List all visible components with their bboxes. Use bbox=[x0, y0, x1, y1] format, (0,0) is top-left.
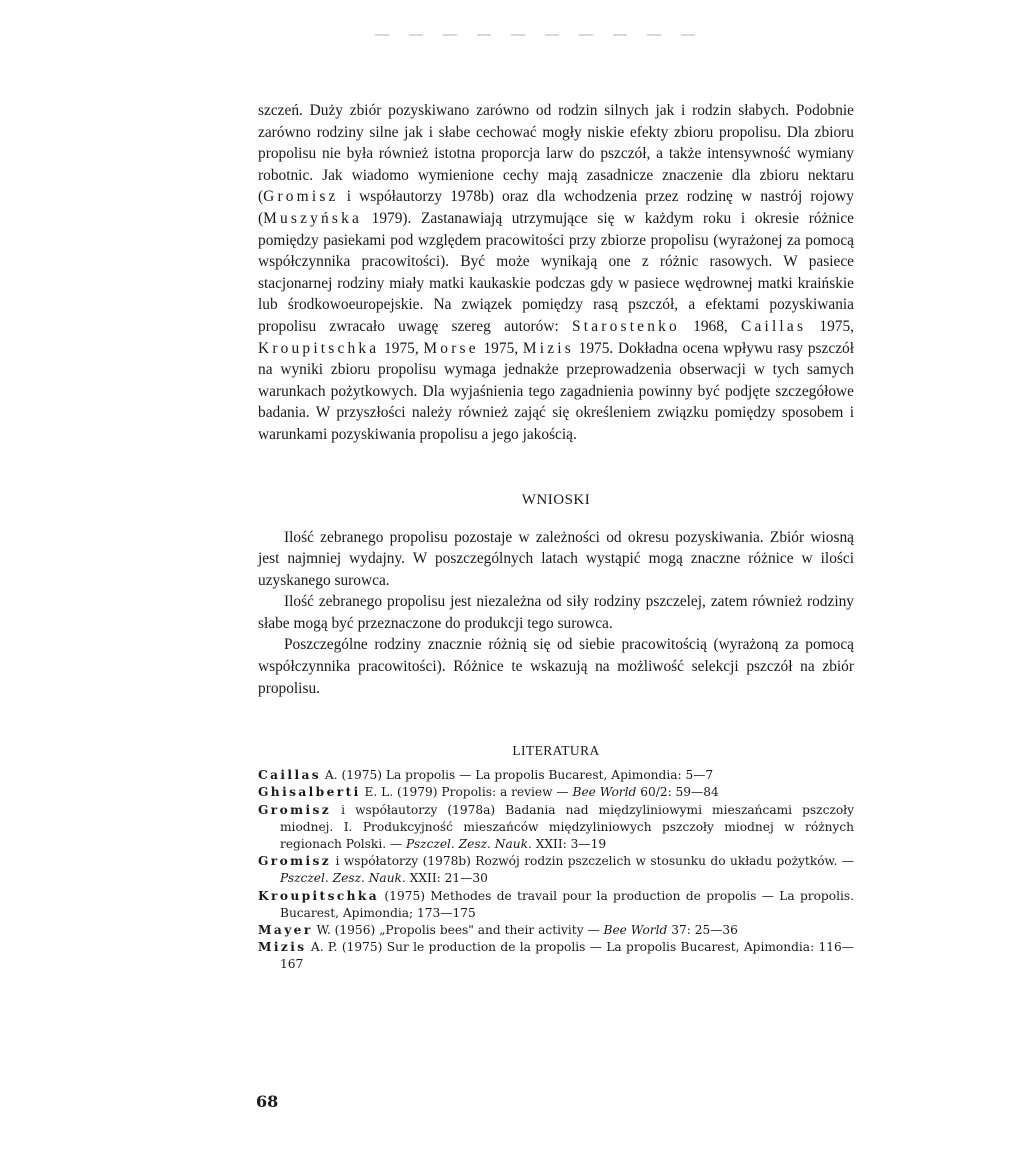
text-run: szczeń. Duży zbiór pozyskiwano zarówno od rodzin silnych jak i rodzin słabych. Podobnie zarówno rodziny silne jak i słabe cechować mogły niskie efekty zbioru propolisu. Dla zbioru propolisu nie była również istotna proporcja larw do pszczół, a także intensywność wymiany robotnic. Jak wiadomo wymienione cechy mają zasadnicze znaczenie dla zbioru nektaru ( bbox=[258, 102, 854, 206]
conclusion-paragraph: Poszczególne rodziny znacznie różnią się od siebie pracowitością (wyrażoną za pomocą współczynnika pracowitości). Różnice te wskazują na możliwość selekcji pszczół na zbiór propolisu. bbox=[258, 636, 854, 697]
page-content bbox=[258, 100, 854, 974]
reference-text: 37: 25—36 bbox=[667, 923, 738, 938]
reference-text: XXII: 3—19 bbox=[531, 837, 607, 852]
reference-text: (1975) Methodes de travail pour la production de propolis — La propolis. Bucarest, Apimondia; 173—175 bbox=[280, 888, 854, 920]
reference-text: A. (1975) La propolis — La propolis Bucarest, Apimondia: 5—7 bbox=[321, 768, 714, 783]
text-run: 1975, bbox=[379, 339, 424, 357]
scan-artifact bbox=[375, 34, 695, 36]
reference-author: Mayer bbox=[258, 923, 313, 938]
reference-author: Gromisz bbox=[258, 854, 332, 869]
reference-item bbox=[258, 853, 854, 887]
body-text bbox=[258, 100, 854, 446]
reference-item bbox=[258, 784, 854, 801]
author-name: Starostenko bbox=[572, 317, 680, 335]
text-run: 1975, bbox=[806, 317, 854, 335]
reference-item bbox=[258, 802, 854, 854]
reference-journal: Pszczel. Zesz. Nauk. bbox=[280, 871, 406, 886]
reference-author: Ghisalberti bbox=[258, 785, 361, 800]
reference-list bbox=[258, 767, 854, 973]
text-run: 1968, bbox=[679, 317, 741, 335]
reference-author: Gromisz bbox=[258, 802, 332, 817]
reference-text: XXII: 21—30 bbox=[405, 871, 488, 886]
conclusions-heading: WNIOSKI bbox=[521, 491, 591, 508]
reference-journal: Pszczel. Zesz. Nauk. bbox=[406, 837, 532, 852]
author-name: Morse bbox=[423, 339, 479, 357]
text-run: 1979). Zastanawiają utrzymujące się w każdym roku i okresie różnice pomiędzy pasiekami pod względem pracowitości przy zbiorze propolisu (wyrażonej za pomocą współczynnika pracowitości). Być może wynikają one z różnic rasowych. W pasiece stacjonarnej rodziny miały matki kaukaskie podczas gdy w pasiece wędrownej matki kraińskie lub środkowoeuropejskie. Na związek pomiędzy rasą pszczół, a efektami pozyskiwania propolisu zwracało uwagę szereg autorów: bbox=[258, 209, 854, 335]
page-number: 68 bbox=[256, 1092, 279, 1111]
reference-item bbox=[258, 888, 854, 922]
conclusions-list bbox=[258, 527, 854, 700]
reference-journal: Bee World bbox=[572, 785, 637, 800]
reference-author: Mizis bbox=[258, 940, 307, 955]
author-name: Caillas bbox=[740, 317, 807, 335]
reference-author: Kroupitschka bbox=[258, 888, 380, 903]
text-run: 1975. Dokładna ocena wpływu rasy pszczół na wyniki zbioru propolisu wymaga jednakże przeprowadzenia obserwacji w tych samych warunkach pożytkowych. Dla wyjaśnienia tego zagadnienia powinny być podjęte szczegółowe badania. W przyszłości należy również zająć się określeniem związku pomiędzy sposobem i warunkami pozyskiwania propolisu a jego jakością. bbox=[258, 339, 854, 443]
reference-text: i współatorzy (1978b) Rozwój rodzin pszczelich w stosunku do układu pożytków. — bbox=[331, 854, 854, 869]
literature-heading: LITERATURA bbox=[512, 743, 600, 759]
reference-text: 60/2: 59—84 bbox=[636, 785, 719, 800]
reference-text: A. P. (1975) Sur le production de la propolis — La propolis Bucarest, Apimondia: 116—167 bbox=[280, 940, 854, 972]
text-run: i współautorzy 1978b) oraz dla wchodzenia przez rodzinę w nastrój rojowy ( bbox=[258, 188, 854, 227]
reference-author: Caillas bbox=[258, 768, 322, 783]
author-name: Mizis bbox=[522, 339, 574, 357]
author-name: Gromisz bbox=[263, 188, 339, 206]
reference-journal: Bee World bbox=[603, 923, 668, 938]
reference-item bbox=[258, 939, 854, 973]
author-name: Muszyńska bbox=[263, 209, 363, 227]
reference-text: E. L. (1979) Propolis: a review — bbox=[360, 785, 573, 800]
discussion-paragraph bbox=[258, 100, 854, 446]
reference-item bbox=[258, 767, 854, 784]
conclusion-paragraph: Ilość zebranego propolisu pozostaje w zależności od okresu pozyskiwania. Zbiór wiosną jest najmniej wydajny. W poszczególnych latach wystąpić mogą znaczne różnice w ilości uzyskanego surowca. bbox=[258, 528, 854, 589]
reference-text: i współautorzy (1978a) Badania nad międzyliniowymi mieszańcami pszczoły miodnej. I. Produkcyjność mieszańców międzyliniowych pszczoły miodnej w różnych regionach Polski. — bbox=[280, 802, 854, 852]
reference-text: W. (1956) „Propolis bees" and their activity — bbox=[312, 923, 604, 938]
conclusion-paragraph: Ilość zebranego propolisu jest niezależna od siły rodziny pszczelej, zatem również rodziny słabe mogą być przeznaczone do produkcji tego surowca. bbox=[258, 593, 854, 632]
reference-item bbox=[258, 922, 854, 939]
author-name: Kroupitschka bbox=[258, 339, 380, 357]
text-run: 1975, bbox=[478, 339, 523, 357]
